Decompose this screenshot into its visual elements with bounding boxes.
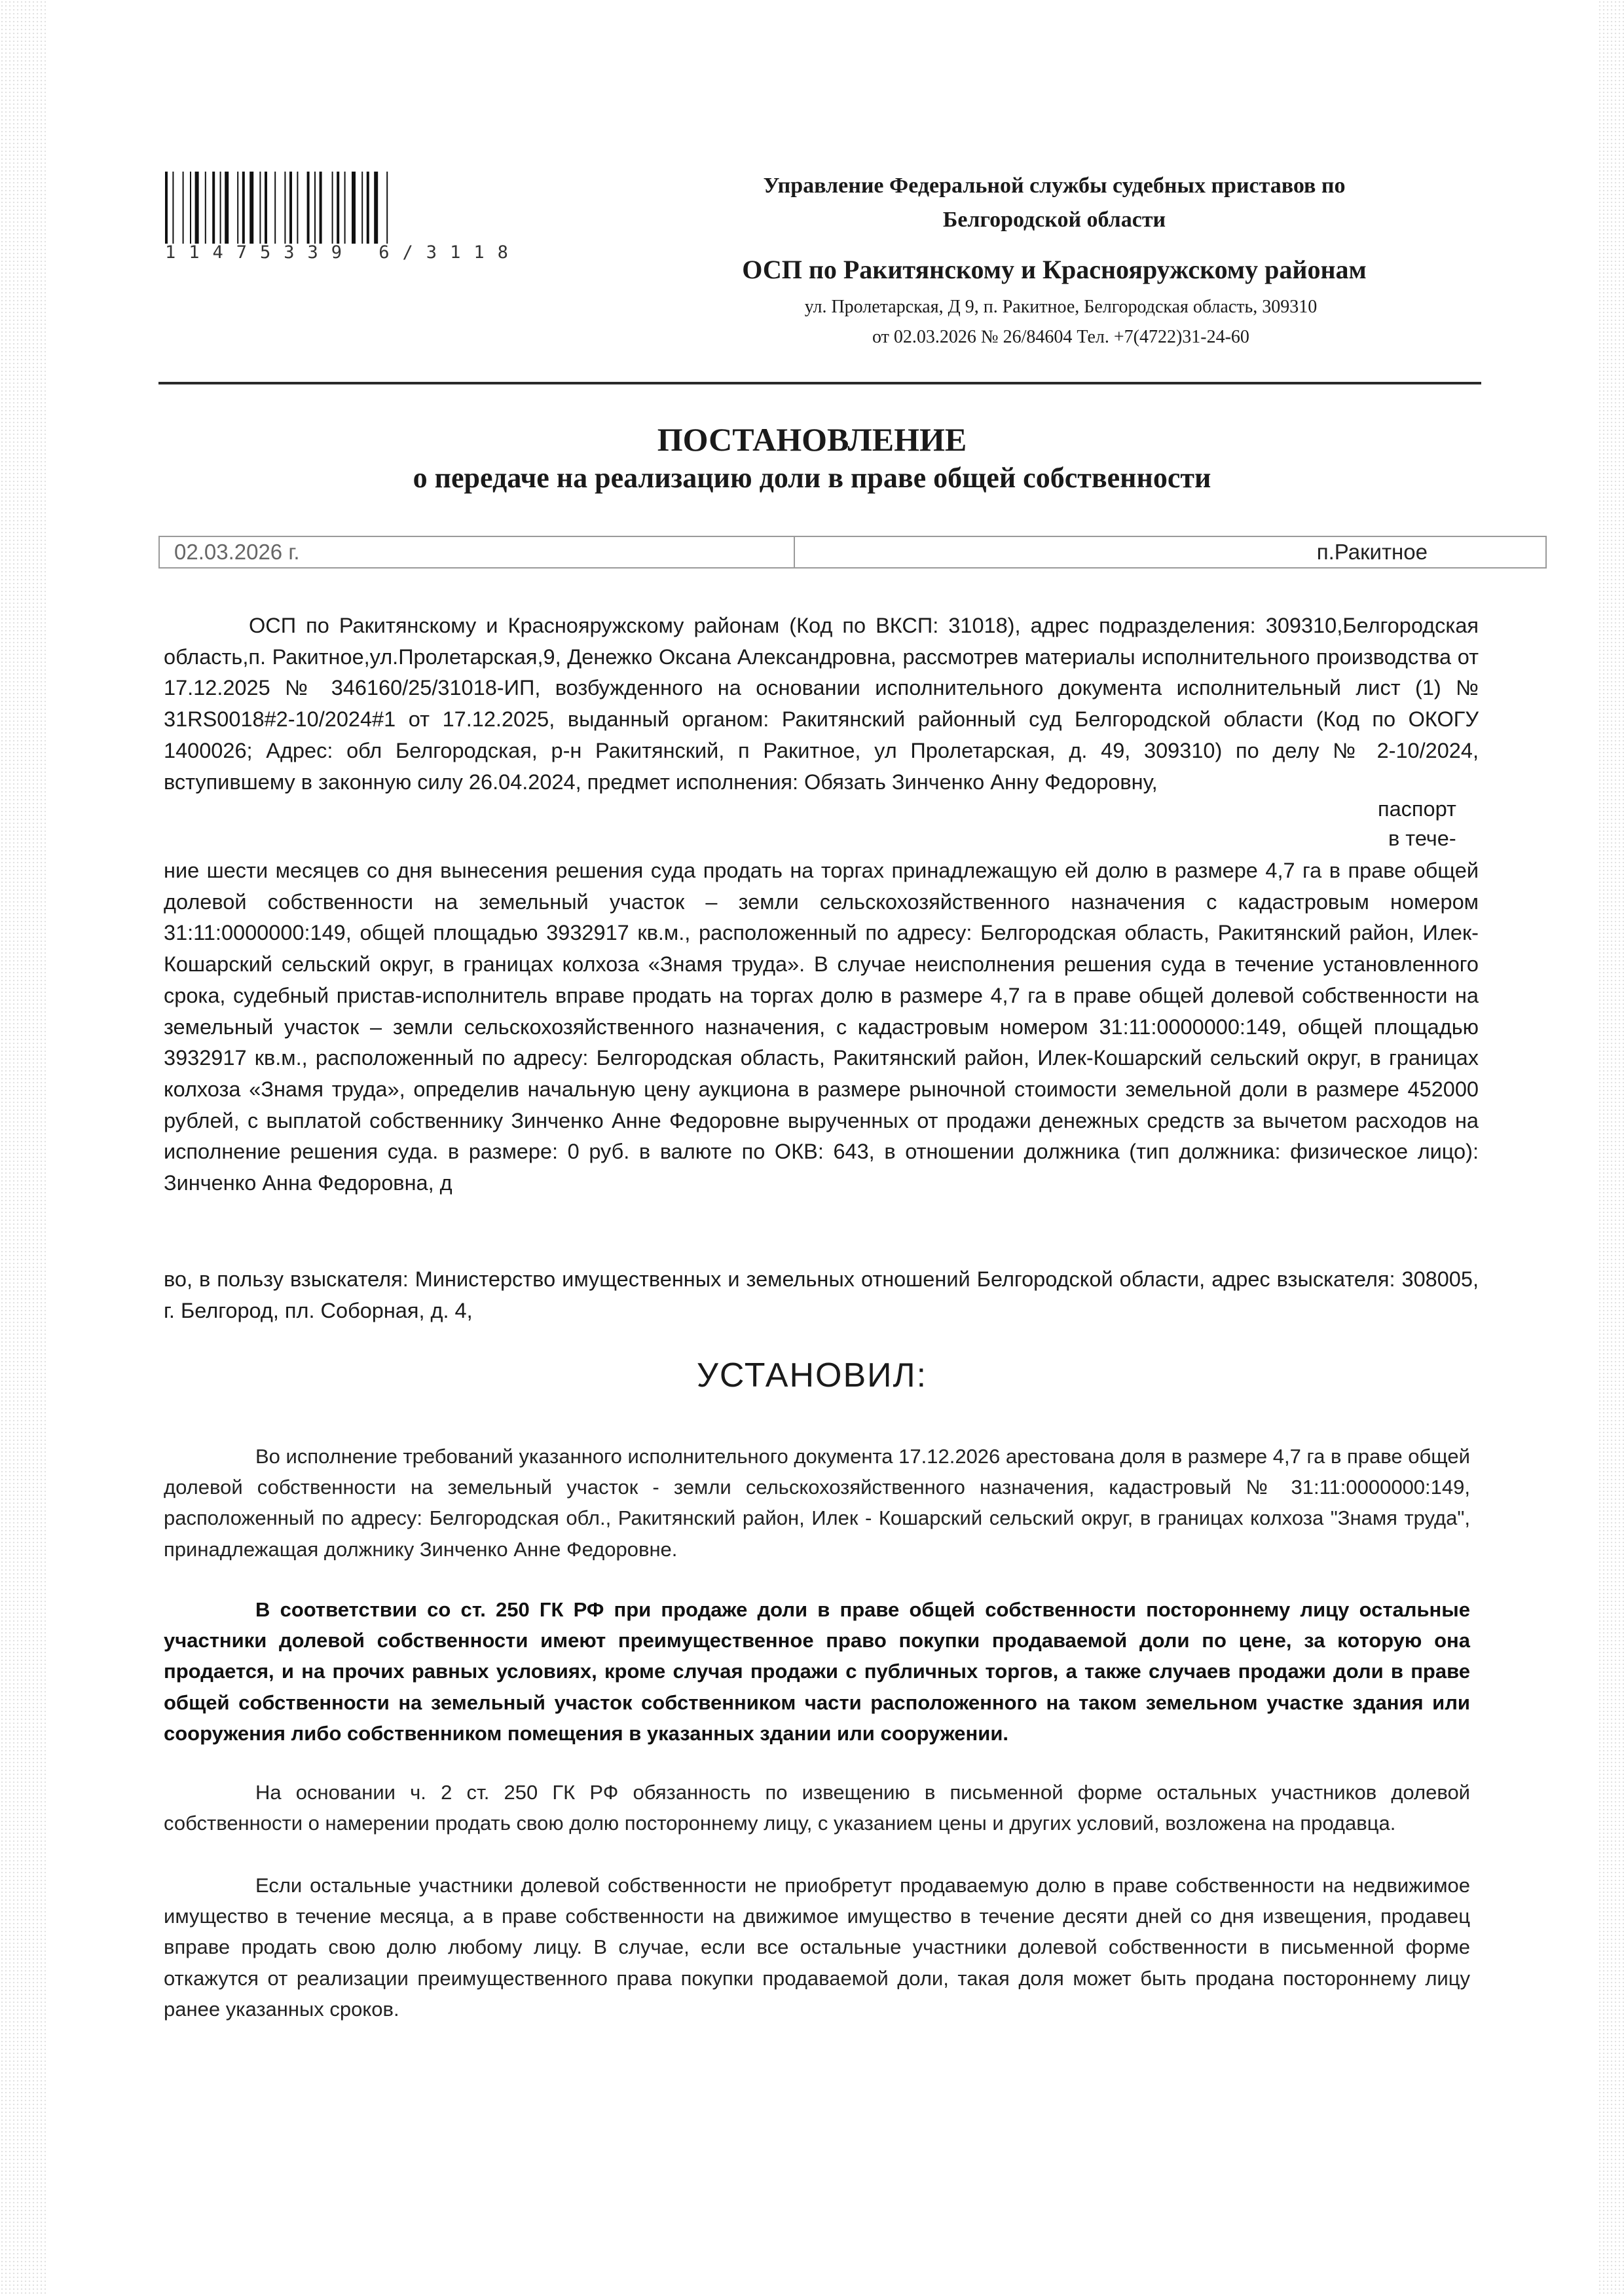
established-paragraph-1: Во исполнение требований указанного исполнительного документа 17.12.2026 арестована доля в размере 4,7 га в праве общей долевой собственности на земельный участок - земли сельскохозяйственного назначения, кадастровый № 31:11:0000000:149, расположенный по адресу: Белгородская обл., Ракитянский район, Илек - Кошарский сельский округ, в границах колхоза "Знамя труда", принадлежащая должнику Зинченко Анне Федоровне. [164,1445,1470,1561]
document-date: 02.03.2026 г. [174,540,300,564]
date-row-divider [794,537,795,567]
barcode-bar [337,172,339,244]
document-place: п.Ракитное [1316,540,1428,564]
barcode-bar [242,172,245,244]
barcode-bar [289,172,292,244]
barcode-bar [225,172,229,244]
barcode-bar [212,172,215,244]
barcode-bars [165,172,578,244]
barcode-bar [237,172,238,244]
barcode-bar [367,172,369,244]
date-place-row [158,536,1547,569]
reference-line: от 02.03.2026 № 26/84604 Тел. +7(4722)31-24-60 [872,327,1249,347]
preamble-continuation [164,855,1479,1199]
department-name: ОСП по Ракитянскому и Краснояружскому районам [742,255,1367,284]
preamble-text-part1: ОСП по Ракитянскому и Краснояружскому районам (Код по ВКСП: 31018), адрес подразделения: 309310,Белгородская область,п. Ракитное,ул.Пролетарская,9, Денежко Оксана Александровна, рассмотрев материалы исполнительного производства от 17.12.2025 № 346160/25/31018-ИП, возбужденного на основании исполнительного документа исполнительный лист (1) № 31RS0018#2-10/2024#1 от 17.12.2025, выданный органом: Ракитянский районный суд Белгородской области (Код по ОКОГУ 1400026; Адрес: обл Белгородская, р-н Ракитянский, п Ракитное, ул Пролетарская, д. 49, 309310) по делу № 2-10/2024, вступившему в законную силу 26.04.2024, предмет исполнения: Обязать Зинченко Анну Федоровну, [164,614,1479,794]
preamble-paragraph [164,610,1479,798]
barcode-number: 11475339 6/3118 [165,242,521,263]
department-address [694,292,1428,352]
barcode-bar [172,172,174,244]
barcode-bar [320,172,322,244]
established-paragraph-2: В соответствии со ст. 250 ГК РФ при продаже доли в праве общей собственности постороннему лицу остальные участники долевой собственности имеют преимущественное право покупки продаваемой доли по цене, за которую она продается, и на прочих равных условиях, кроме случая продажи с публичных торгов, а также случаев продажи доли в праве общей собственности на земельный участок собственником части расположенного на таком земельном участке здания или сооружения либо собственником помещения в указанных здании или сооружении. [164,1598,1470,1745]
barcode-bar [352,172,356,244]
preamble-text-part2: ние шести месяцев со дня вынесения решения суда продать на торгах принадлежащую ей долю в размере 4,7 га в праве общей долевой собственности на земельный участок – земли сельскохозяйственного назначения с кадастровым номером 31:11:0000000:149, общей площадью 3932917 кв.м., расположенный по адресу: Белгородская область, Ракитянский район, Илек-Кошарский сельский округ, в границах колхоза «Знамя труда». В случае неисполнения решения суда в течение установленного срока, судебный пристав-исполнитель вправе продать на торгах долю в размере 4,7 га в праве общей долевой собственности на земельный участок – земли сельскохозяйственного назначения, с кадастровым номером 31:11:0000000:149, общей площадью 3932917 кв.м., расположенный по адресу: Белгородская область, Ракитянский район, Илек-Кошарский сельский округ, в границах колхоза «Знамя труда», определив начальную цену аукциона в размере рыночной стоимости земельной доли в размере 452000 рублей, с выплатой собственнику Зинченко Анне Федоровне вырученных от продажи денежных средств за вычетом расходов на исполнение решения суда. в размере: 0 руб. в валюте по ОКВ: 643, в отношении должника (тип должника: физическое лицо): Зинченко Анна Федоровна, д [164,859,1479,1195]
address-line: ул. Пролетарская, Д 9, п. Ракитное, Белгородская область, 309310 [804,297,1318,317]
barcode-bar [374,172,378,244]
barcode-bar [190,172,191,244]
header-divider [158,382,1481,384]
organization-line-2: Белгородской области [942,208,1166,232]
scan-noise-left [0,0,46,2295]
organization-name [694,169,1414,237]
preamble-end [164,1264,1479,1326]
barcode-bar [205,172,206,244]
established-paragraph-3: На основании ч. 2 ст. 250 ГК РФ обязанность по извещению в письменной форме остальных участников долевой собственности о намерении продать свою долю постороннему лицу, с указанием цены и других условий, возложена на продавца. [164,1781,1470,1835]
document-subtitle: о передаче на реализацию доли в праве общей собственности [413,462,1211,494]
preamble-text-part3: во, в пользу взыскателя: Министерство имущественных и земельных отношений Белгородской области, адрес взыскателя: 308005, г. Белгород, пл. Соборная, д. 4, [164,1267,1479,1322]
barcode-bar [220,172,221,244]
during-word: в тече- [1388,827,1456,850]
barcode-bar [284,172,286,244]
barcode-bar [314,172,316,244]
barcode-bar [307,172,310,244]
barcode-bar [297,172,298,244]
established-paragraph-4: Если остальные участники долевой собственности не приобретут продаваемую долю в праве собственности на недвижимое имущество в течение месяца, а в праве собственности на движимое имущество в течение десяти дней со дня извещения, продавец вправе продать свою долю любому лицу. В случае, если все остальные участники долевой собственности в письменной форме откажутся от реализации преимущественного права покупки продаваемой доли, такая доля может быть продана постороннему лицу ранее указанных сроков. [164,1874,1470,2021]
document-title: ПОСТАНОВЛЕНИЕ [657,421,967,458]
barcode [165,172,578,250]
barcode-bar [361,172,363,244]
barcode-bar [386,172,388,244]
barcode-bar [259,172,261,244]
barcode-bar [265,172,267,244]
barcode-bar [332,172,333,244]
section-heading-established: УСТАНОВИЛ: [696,1356,928,1394]
passport-word: паспорт [1378,797,1456,821]
barcode-bar [195,172,199,244]
barcode-bar [249,172,253,244]
organization-line-1: Управление Федеральной службы судебных приставов по [763,174,1346,198]
barcode-bar [165,172,168,244]
barcode-bar [344,172,346,244]
barcode-bar [183,172,184,244]
scan-noise-right [1598,0,1624,2295]
barcode-bar [274,172,276,244]
